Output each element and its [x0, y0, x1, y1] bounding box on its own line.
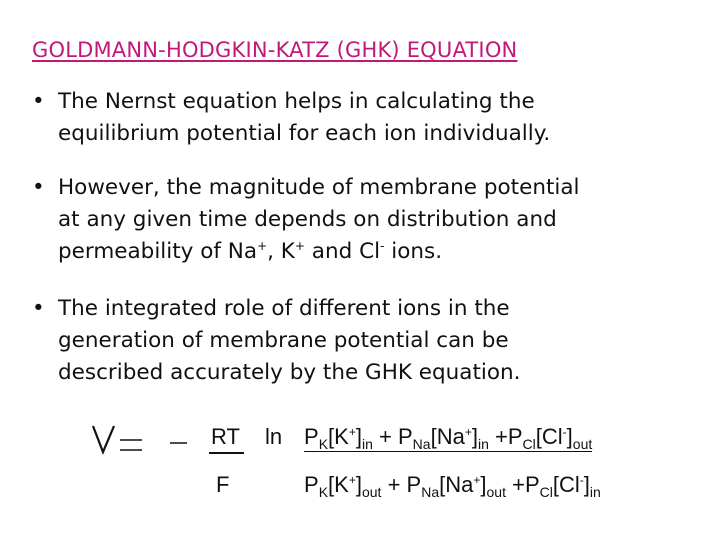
superscript: -: [380, 239, 385, 253]
slide-title: GOLDMANN-HODGKIN-KATZ (GHK) EQUATION: [32, 38, 518, 62]
eq-bracket: ]: [480, 472, 487, 497]
eq-sub: in: [589, 484, 601, 500]
eq-sub: out: [486, 484, 506, 500]
bullet-text: [58, 86, 550, 150]
eq-bracket: ]: [471, 424, 478, 449]
eq-ion: Cl: [559, 472, 580, 497]
eq-ion: K: [334, 472, 349, 497]
eq-ln: ln: [265, 424, 283, 449]
eq-bracket: [: [552, 472, 559, 497]
eq-sub: out: [572, 436, 593, 452]
bullet-line: However, the magnitude of membrane potential: [58, 175, 580, 200]
eq-sub: K: [318, 484, 329, 500]
eq-sup: +: [473, 473, 481, 487]
eq-op: +: [488, 424, 508, 449]
eq-op: +: [372, 424, 398, 449]
bullet-dot: •: [32, 89, 45, 114]
eq-sub: K: [318, 436, 329, 452]
eq-ion: Na: [445, 472, 474, 497]
eq-p: P: [397, 424, 413, 449]
bullet-line: The Nernst equation helps in calculating the: [58, 89, 535, 114]
rt-underline: [209, 452, 244, 454]
text-fragment: and Cl: [304, 239, 381, 264]
bullet-text: [58, 172, 580, 268]
eq-op: +: [381, 472, 407, 497]
superscript: +: [257, 239, 268, 253]
bullet-line: described accurately by the GHK equation.: [58, 360, 521, 385]
eq-sup: +: [348, 425, 356, 439]
eq-f: F: [216, 472, 230, 497]
eq-sub: Na: [421, 484, 440, 500]
equation-glyph-fragments: [90, 420, 220, 460]
eq-p: P: [304, 472, 319, 497]
eq-sup: +: [464, 425, 472, 439]
bullet-text: [58, 293, 521, 389]
eq-p: P: [406, 472, 422, 497]
eq-bracket: ]: [355, 424, 362, 449]
bullet-line: [58, 236, 580, 268]
bullet-line: The integrated role of different ions in the: [58, 296, 510, 321]
eq-sub: Cl: [539, 484, 553, 500]
eq-bracket: ]: [355, 472, 362, 497]
superscript: +: [294, 239, 305, 253]
eq-sup: +: [348, 473, 356, 487]
eq-bracket: [: [328, 424, 335, 449]
eq-sub: Cl: [522, 436, 536, 452]
eq-rt: RT: [211, 424, 240, 449]
equation-denominator: [304, 472, 601, 498]
eq-p: P: [507, 424, 523, 449]
equation-top-line: [211, 424, 240, 450]
eq-sub: in: [477, 436, 489, 452]
bullet-line: equilibrium potential for each ion individually.: [58, 121, 551, 146]
eq-bracket: [: [439, 472, 446, 497]
eq-ion: Cl: [541, 424, 563, 449]
eq-bracket: ]: [583, 472, 590, 497]
text-fragment: ions.: [384, 239, 443, 264]
eq-bracket: [: [535, 424, 542, 449]
equation-ln: [265, 424, 282, 450]
eq-p: P: [524, 472, 540, 497]
eq-bracket: [: [328, 472, 335, 497]
eq-op: +: [505, 472, 525, 497]
bullet-dot: •: [32, 296, 45, 321]
eq-sub: out: [361, 484, 382, 500]
eq-ion: K: [334, 424, 349, 449]
eq-bracket: [: [430, 424, 437, 449]
eq-sup: -: [562, 425, 567, 439]
bullet-dot: •: [32, 175, 45, 200]
eq-ion: Na: [436, 424, 465, 449]
bullet-line: generation of membrane potential can be: [58, 328, 509, 353]
equation-f: [216, 472, 229, 498]
eq-sup: -: [579, 473, 584, 487]
text-fragment: permeability of Na: [58, 239, 258, 264]
text-fragment: , K: [267, 239, 295, 264]
equation-numerator: [304, 424, 592, 452]
eq-sub: in: [361, 436, 373, 452]
partial-v-glyph: [93, 426, 114, 452]
eq-bracket: ]: [566, 424, 573, 449]
bullet-line: at any given time depends on distribution and: [58, 207, 557, 232]
eq-p: P: [304, 424, 319, 449]
eq-sub: Na: [412, 436, 431, 452]
